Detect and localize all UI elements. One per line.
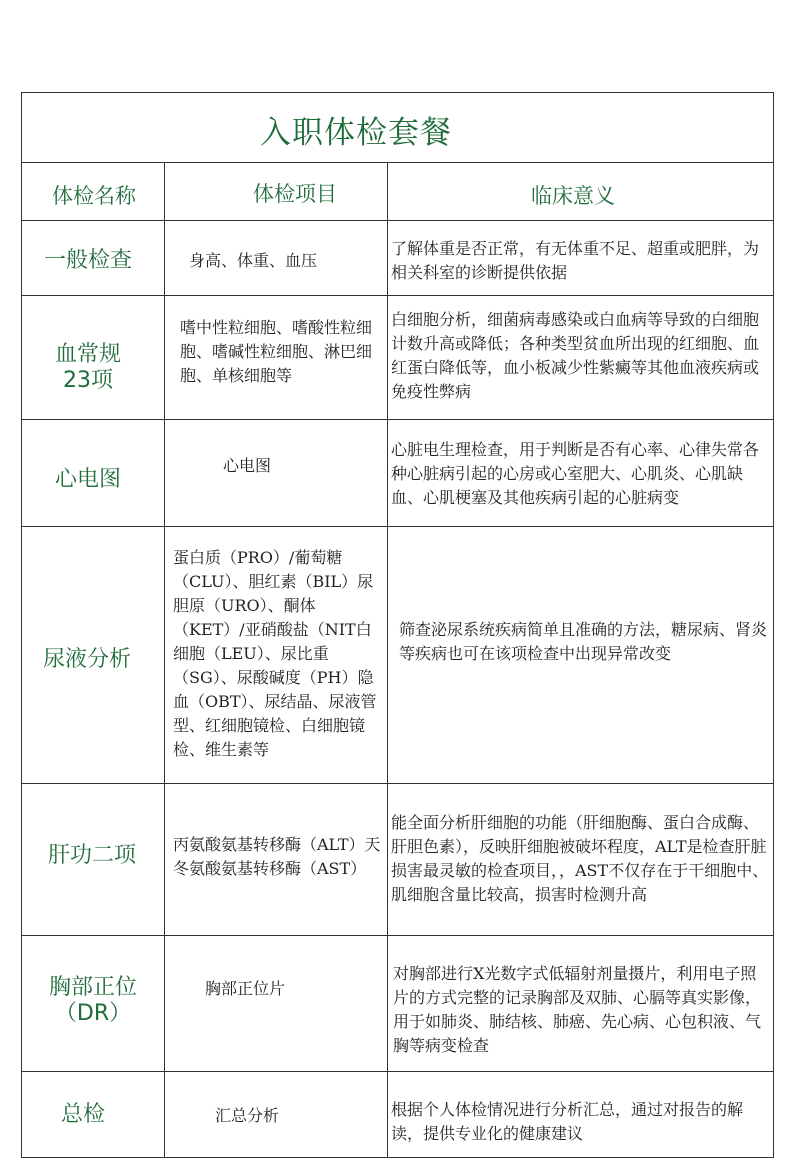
title-row [22,93,773,163]
table-row [22,783,773,936]
row-items: 丙氨酸氨基转移酶（ALT）天冬氨酸氨基转移酶（AST） [173,835,381,878]
row-meaning: 对胸部进行X光数字式低辐射剂量摄片，利用电子照片的方式完整的记录胸部及双肺、心膈等真实影像，用于如肺炎、肺结核、肺癌、先心病、心包积液、气胸等病变检查 [393,964,762,1055]
row-meaning: 白细胞分析，细菌病毒感染或白血病等导致的白细胞计数升高或降低；各种类型贫血所出现的红细胞、血红蛋白降低等，血小板减少性紫癜等其他血液疾病或免疫性弊病 [391,310,760,401]
row-items: 心电图 [223,456,272,475]
row-name: 胸部正位（DR） [48,975,137,1026]
row-meaning: 筛查泌尿系统疾病简单且准确的方法，糖尿病、肾炎等疾病也可在该项检查中出现异常改变 [399,620,768,663]
table-row [22,526,773,784]
checkup-table [21,92,774,1158]
row-items: 嗜中性粒细胞、嗜酸性粒细胞、嗜碱性粒细胞、淋巴细胞、单核细胞等 [180,318,373,385]
table-row [22,295,773,420]
table-row [22,419,773,527]
header-row [22,162,773,221]
row-name: 血常规23项 [54,342,121,393]
row-items: 蛋白质（PRO）/葡萄糖（CLU）、胆红素（BIL）尿胆原（URO）、酮体（KET）/亚硝酸盐（NIT白细胞（LEU）、尿比重（SG）、尿酸碱度（PH）隐血（OBT）、尿结晶、尿液管型、红细胞镜检、白细胞镜检、维生素等 [173,548,377,759]
row-name: 尿液分析 [42,647,131,672]
row-name: 肝功二项 [47,843,136,868]
row-name: 心电图 [54,467,121,492]
row-items: 汇总分析 [215,1106,280,1125]
header-name: 体检名称 [52,184,136,208]
row-meaning: 能全面分析肝细胞的功能（肝细胞酶、蛋白合成酶、肝胆色素），反映肝细胞被破坏程度，ALT是检查肝脏损害最灵敏的检查项目，，AST不仅存在于干细胞中、肌细胞含量比较高，损害时检测升高 [391,813,769,904]
header-items: 体检项目 [253,182,337,206]
table-row [22,935,773,1072]
table-row [22,220,773,296]
row-items: 身高、体重、血压 [189,251,318,270]
row-items: 胸部正位片 [205,979,286,998]
row-meaning: 心脏电生理检查，用于判断是否有心率、心律失常各种心脏病引起的心房或心室肥大、心肌炎、心肌缺血、心肌梗塞及其他疾病引起的心脏病变 [391,440,760,507]
row-name: 总检 [60,1102,105,1127]
row-meaning: 了解体重是否正常，有无体重不足、超重或肥胖，为相关科室的诊断提供依据 [391,239,760,282]
table-row [22,1071,773,1157]
row-meaning: 根据个人体检情况进行分析汇总，通过对报告的解读，提供专业化的健康建议 [391,1100,744,1143]
header-meaning: 临床意义 [531,184,615,208]
page-title: 入职体检套餐 [260,115,452,151]
row-name: 一般检查 [43,248,132,273]
